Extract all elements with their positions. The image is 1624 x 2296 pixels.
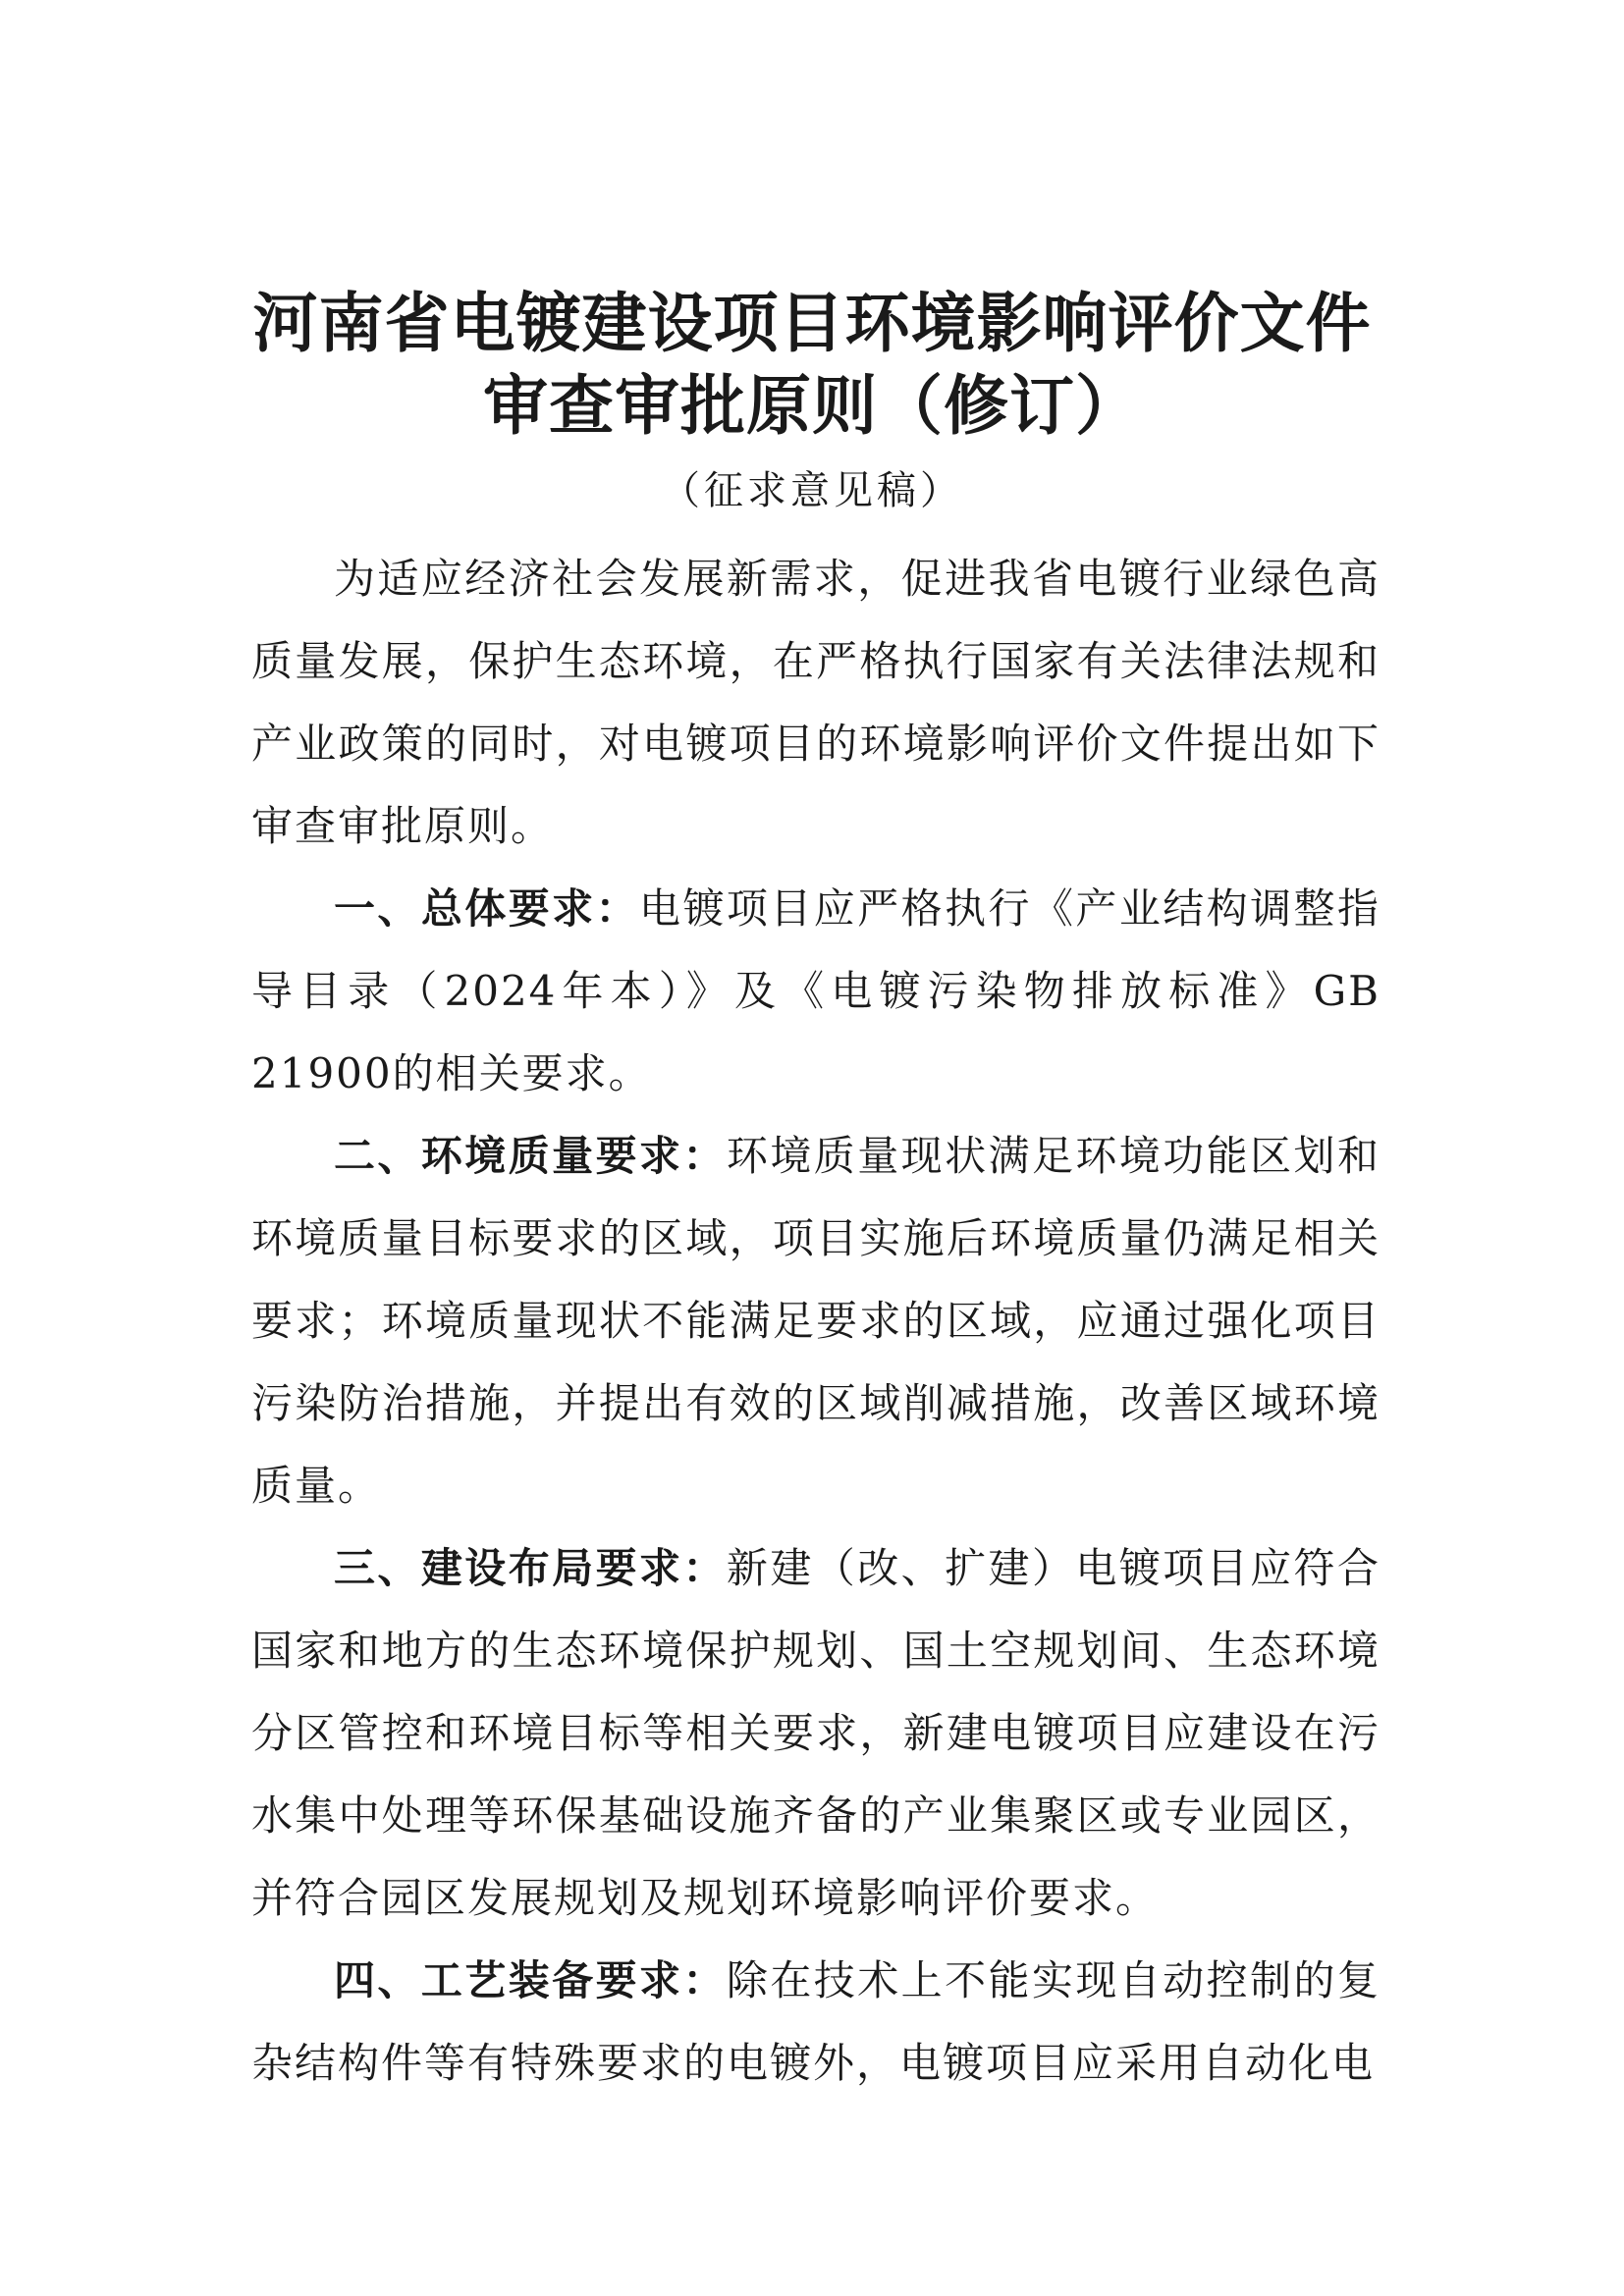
document-subtitle: （征求意见稿） — [661, 468, 963, 513]
document-title-line-1: 河南省电镀建设项目环境影响评价文件 — [252, 285, 1372, 361]
section-heading: 一、总体要求： — [334, 884, 640, 933]
section-heading: 四、工艺装备要求： — [334, 1956, 727, 2004]
document-body — [251, 538, 1380, 2105]
section-text: 新建（改、扩建）电镀项目应符合国家和地方的生态环境保护规划、国土空规划间、生态环境分区管控和环境目标等相关要求，新建电镀项目应建设在污水集中处理等环保基础设施齐备的产业集聚区或专业园区，并符合园区发展规划及规划环境影响评价要求。 — [251, 1544, 1380, 1922]
section-heading: 二、环境质量要求： — [334, 1132, 727, 1180]
document-title-line-2: 审查审批原则（修订） — [483, 367, 1141, 444]
section-text: 环境质量现状满足环境功能区划和环境质量目标要求的区域，项目实施后环境质量仍满足相关要求；环境质量现状不能满足要求的区域，应通过强化项目污染防治措施，并提出有效的区域削减措施，改善区域环境质量。 — [251, 1132, 1380, 1510]
section-text: 电镀项目应严格执行《产业结构调整指导目录（2024年本）》及《电镀污染物排放标准》GB 21900的相关要求。 — [251, 884, 1380, 1097]
section-environmental-quality — [251, 1115, 1380, 1527]
section-general-requirements — [251, 868, 1380, 1115]
section-text: 除在技术上不能实现自动控制的复杂结构件等有特殊要求的电镀外，电镀项目应采用自动化电 — [251, 1956, 1380, 2087]
section-construction-layout — [251, 1527, 1380, 1940]
section-process-equipment — [251, 1940, 1380, 2105]
section-heading: 三、建设布局要求： — [334, 1544, 727, 1592]
intro-paragraph: 为适应经济社会发展新需求，促进我省电镀行业绿色高质量发展，保护生态环境，在严格执行国家有关法律法规和产业政策的同时，对电镀项目的环境影响评价文件提出如下审查审批原则。 — [251, 555, 1380, 850]
